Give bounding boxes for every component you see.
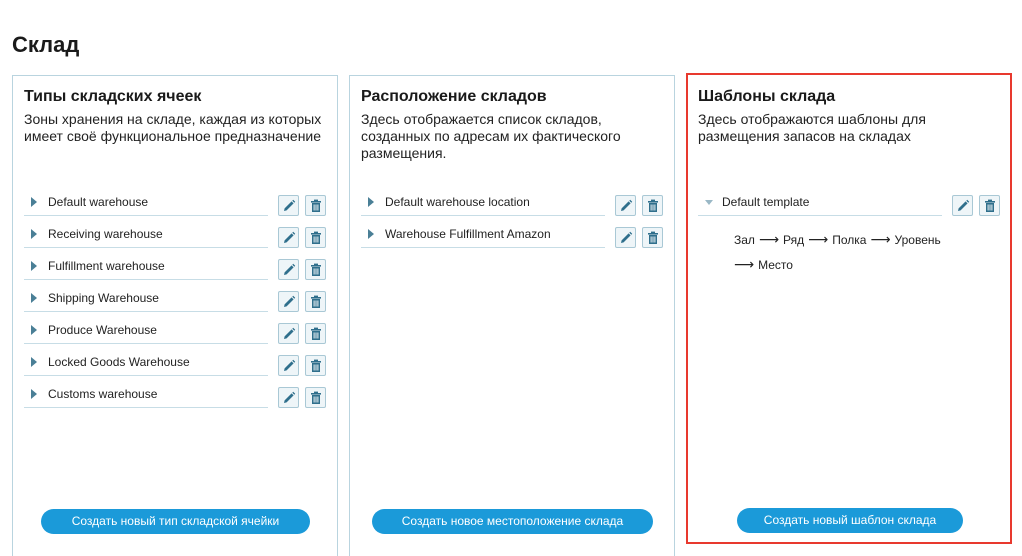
expand-row[interactable] [24, 287, 268, 312]
list-item [24, 383, 329, 415]
template-hierarchy [698, 227, 968, 277]
expand-row[interactable] [361, 223, 605, 248]
expand-row[interactable] [698, 191, 942, 216]
templates-list [698, 191, 1003, 223]
arrow-right-icon: ⟶ [734, 256, 755, 272]
create-location-button[interactable]: Создать новое местоположение склада [372, 509, 653, 534]
delete-button[interactable] [642, 227, 663, 248]
caret-right-icon [31, 261, 37, 271]
pencil-icon [281, 390, 297, 406]
delete-button[interactable] [979, 195, 1000, 216]
edit-button[interactable] [278, 259, 299, 280]
trash-icon [308, 230, 324, 246]
caret-right-icon [31, 325, 37, 335]
list-item [24, 191, 329, 223]
item-label: Produce Warehouse [48, 323, 157, 337]
item-label: Receiving warehouse [48, 227, 163, 241]
expand-row[interactable] [24, 319, 268, 344]
pencil-icon [955, 198, 971, 214]
trash-icon [645, 198, 661, 214]
delete-button[interactable] [305, 291, 326, 312]
create-template-button[interactable]: Создать новый шаблон склада [737, 508, 963, 533]
expand-row[interactable] [24, 191, 268, 216]
caret-right-icon [31, 197, 37, 207]
item-label: Fulfillment warehouse [48, 259, 165, 273]
edit-button[interactable] [952, 195, 973, 216]
hierarchy-node: Уровень [894, 233, 941, 247]
edit-button[interactable] [278, 323, 299, 344]
trash-icon [982, 198, 998, 214]
hierarchy-node: Зал [734, 233, 755, 247]
trash-icon [308, 390, 324, 406]
expand-row[interactable] [24, 351, 268, 376]
expand-row[interactable] [24, 383, 268, 408]
item-label: Default warehouse [48, 195, 149, 209]
list-item [361, 191, 666, 223]
caret-right-icon [368, 197, 374, 207]
caret-right-icon [368, 229, 374, 239]
item-label: Default warehouse location [385, 195, 530, 209]
delete-button[interactable] [305, 195, 326, 216]
cell-types-panel [12, 75, 338, 556]
trash-icon [308, 198, 324, 214]
item-label: Locked Goods Warehouse [48, 355, 190, 369]
edit-button[interactable] [615, 227, 636, 248]
caret-right-icon [31, 293, 37, 303]
pencil-icon [618, 198, 634, 214]
list-item [24, 255, 329, 287]
expand-row[interactable] [24, 255, 268, 280]
page-title: Склад [12, 32, 80, 57]
edit-button[interactable] [278, 227, 299, 248]
pencil-icon [281, 326, 297, 342]
delete-button[interactable] [305, 387, 326, 408]
delete-button[interactable] [305, 227, 326, 248]
create-cell-type-button[interactable]: Создать новый тип складской ячейки [41, 509, 310, 534]
edit-button[interactable] [278, 387, 299, 408]
list-item [24, 223, 329, 255]
warehouse-templates-panel [686, 73, 1012, 544]
caret-down-icon [705, 200, 713, 205]
cell-types-list [24, 191, 329, 415]
list-item [24, 351, 329, 383]
item-label: Shipping Warehouse [48, 291, 159, 305]
hierarchy-node: Место [758, 258, 793, 272]
list-item [24, 319, 329, 351]
panel-title: Расположение складов [361, 88, 547, 105]
caret-right-icon [31, 389, 37, 399]
arrow-right-icon: ⟶ [808, 231, 829, 247]
edit-button[interactable] [278, 195, 299, 216]
item-label: Default template [722, 195, 810, 209]
trash-icon [645, 230, 661, 246]
hierarchy-node: Ряд [783, 233, 805, 247]
pencil-icon [281, 262, 297, 278]
delete-button[interactable] [305, 323, 326, 344]
edit-button[interactable] [278, 355, 299, 376]
delete-button[interactable] [642, 195, 663, 216]
arrow-right-icon: ⟶ [758, 231, 780, 247]
delete-button[interactable] [305, 259, 326, 280]
list-item [24, 287, 329, 319]
trash-icon [308, 358, 324, 374]
panel-title: Типы складских ячеек [24, 88, 202, 105]
edit-button[interactable] [615, 195, 636, 216]
hierarchy-node: Полка [832, 233, 867, 247]
panel-description: Зоны хранения на складе, каждая из которых имеет своё функциональное предназначение [24, 111, 322, 144]
delete-button[interactable] [305, 355, 326, 376]
panel-title: Шаблоны склада [698, 88, 836, 105]
expand-row[interactable] [361, 191, 605, 216]
caret-right-icon [31, 357, 37, 367]
panel-description: Здесь отображаются шаблоны для размещения запасов на складах [698, 111, 926, 144]
arrow-right-icon: ⟶ [870, 231, 891, 247]
pencil-icon [281, 358, 297, 374]
pencil-icon [281, 294, 297, 310]
locations-list [361, 191, 666, 255]
warehouse-locations-panel [349, 75, 675, 556]
trash-icon [308, 294, 324, 310]
list-item [361, 223, 666, 255]
edit-button[interactable] [278, 291, 299, 312]
item-label: Customs warehouse [48, 387, 158, 401]
caret-right-icon [31, 229, 37, 239]
trash-icon [308, 326, 324, 342]
pencil-icon [281, 230, 297, 246]
pencil-icon [618, 230, 634, 246]
list-item [698, 191, 1003, 223]
item-label: Warehouse Fulfillment Amazon [385, 227, 551, 241]
pencil-icon [281, 198, 297, 214]
expand-row[interactable] [24, 223, 268, 248]
trash-icon [308, 262, 324, 278]
panel-description: Здесь отображается список складов, созданных по адресам их фактического размещения. [361, 111, 621, 161]
